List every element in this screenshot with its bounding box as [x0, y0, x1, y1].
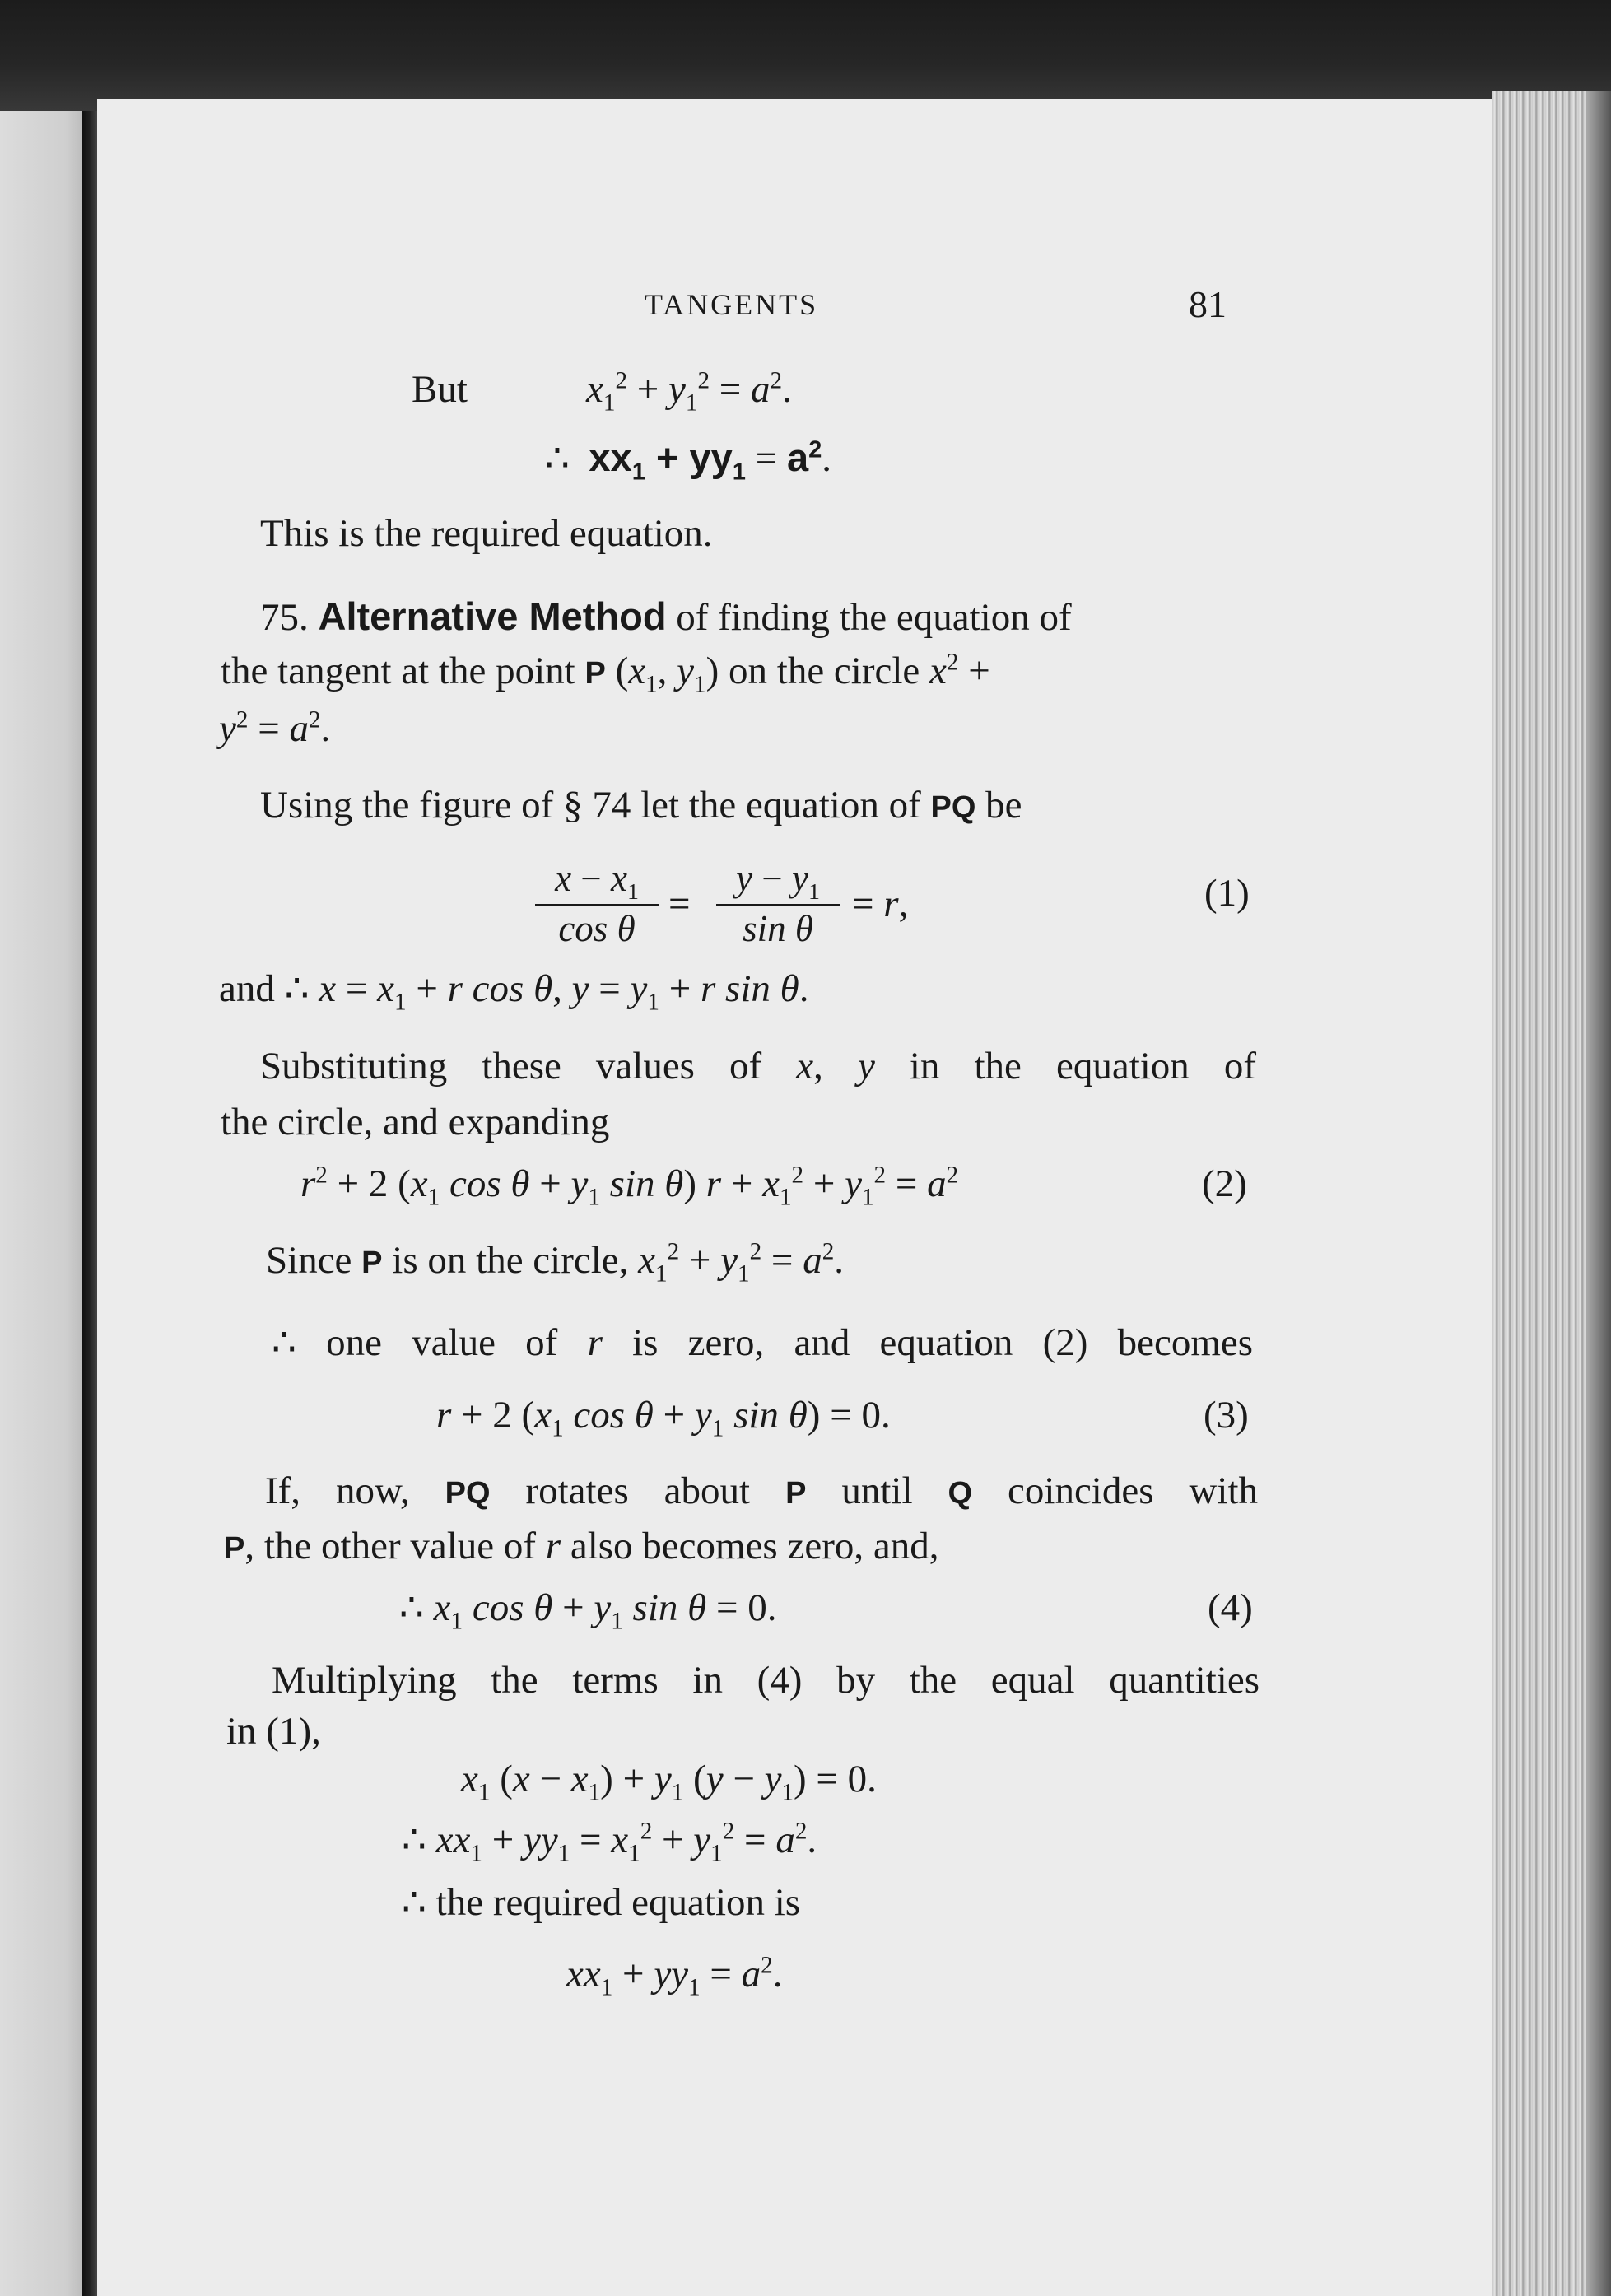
therefore-symbol: ∴ [545, 437, 570, 480]
substituting-text-b: in the equation of [909, 1045, 1257, 1087]
substituting-text-a: Substituting these values of [260, 1045, 762, 1087]
using-line-c: be [985, 784, 1022, 827]
pq-label-2: PQ [445, 1476, 491, 1511]
multiplying-line-2: in (1), [226, 1710, 321, 1753]
and-line: and ∴ $x = x_1 + r$ cos θ, $y = y_1 + r$ sin θ. [219, 967, 809, 1016]
substituting-line-1: Substituting these values of x, y in the equation of [260, 1045, 1257, 1087]
using-figure-line [260, 786, 1022, 825]
since-line: Since P is on the circle, $x_1^2 + y_1^2 = a^2$. [266, 1238, 844, 1288]
equals-r: = r, [852, 883, 909, 925]
if-now-line-1 [265, 1469, 1259, 1512]
coincides-with-text: coincides with [1008, 1469, 1259, 1512]
if-now-line-2: P, the other value of r also becomes zero, and, [224, 1525, 939, 1567]
point-q-label: Q [948, 1476, 973, 1511]
equation-tag-4: (4) [1208, 1586, 1253, 1629]
using-line-a: Using the figure of [260, 784, 554, 827]
equals-sign-1: = [668, 883, 691, 925]
other-value-text: the other value of [263, 1525, 537, 1567]
equation-line-2: ∴ $xx_1 + yy_1 = a^2$. [545, 435, 832, 486]
multiplying-line-1: Multiplying the terms in (4) by the equal quantities [272, 1659, 1259, 1702]
other-value-rest: also becomes zero, and, [570, 1525, 939, 1567]
fraction-x: $\frac{x - x_1}{\text{cos θ}}$ [535, 860, 659, 948]
equation-2: $r^2 + 2$ ($x_1$ $\cos \theta + y_1$ sin θ) $r + x_1^2 + y_1^2 = a^2$ [300, 1162, 959, 1211]
one-value-line: ∴ one value of r is zero, and equation (2) becomes [272, 1321, 1254, 1364]
required-equation-line: ∴ the required equation is [402, 1881, 801, 1924]
scan-dark-border [0, 0, 1611, 115]
and-word: and [219, 967, 275, 1010]
section-75-line-2-text: the tangent at the point [221, 650, 575, 692]
equation-line-1: $x_1^2 + y_1^2 = a^2$. [586, 367, 792, 417]
equation-3: r + 2 ($x_1$ $\cos \theta + y_1$ sin θ) = 0. [436, 1394, 891, 1442]
rotates-about-text: rotates about [525, 1469, 751, 1512]
one-value-text: one value of [326, 1321, 558, 1364]
facing-page-edge [0, 111, 82, 2296]
section-number: 75. [260, 596, 309, 639]
until-text: until [841, 1469, 913, 1512]
required-equation-text: This is the required equation. [260, 512, 713, 555]
section-75-line-2-rest: on the circle [729, 650, 920, 692]
pq-label: PQ [930, 790, 976, 825]
section-75-line-2: the tangent at the point P ($x_1$, $y_1$) on the circle $x^2$ + [221, 649, 990, 698]
section-75-line-3: $y^2 = a^2$. [219, 706, 331, 750]
equation-tag-3: (3) [1204, 1394, 1249, 1437]
section-75-line-1-rest: of finding the equation of [676, 596, 1072, 639]
if-now-text: If, now, [265, 1469, 410, 1512]
substituting-line-2: the circle, and expanding [221, 1101, 610, 1143]
equation-tag-1: (1) [1204, 872, 1250, 915]
equation-4: ∴ $x_1$ $\cos \theta + y_1$ sin θ = 0. [399, 1586, 777, 1635]
book-gutter [82, 111, 97, 2296]
final-equation: $xx_1 + yy_1 = a^2$. [566, 1952, 783, 2001]
equation-6: ∴ $xx_1 + yy_1 = x_1^2 + y_1^2 = a^2$. [402, 1818, 817, 1867]
point-p-label-3: P [785, 1476, 807, 1511]
point-p-label: P [584, 656, 606, 691]
equation-5: $x_1$ $(x - x_1) + y_1$ $(y - y_1) = 0$. [461, 1758, 877, 1806]
since-word: Since [266, 1239, 352, 1282]
but-word: But [412, 368, 468, 411]
page-stack-edge [1492, 91, 1611, 2296]
section-75-line-1 [260, 594, 1072, 639]
required-equation-words: the required equation is [435, 1881, 801, 1924]
section-heading: Alternative Method [318, 594, 667, 638]
running-title: TANGENTS [645, 288, 819, 321]
one-value-rest: is zero, and equation (2) becomes [632, 1321, 1254, 1364]
page-number: 81 [1189, 283, 1227, 325]
point-p-label-2: P [361, 1246, 383, 1280]
since-rest: is on the circle, [392, 1239, 629, 1282]
using-line-b: let the equation of [640, 784, 921, 827]
point-p-label-4: P [224, 1531, 245, 1566]
section-reference: § 74 [563, 784, 631, 827]
fraction-y: $\frac{y - y_1}{\text{sin θ}}$ [716, 860, 840, 948]
equation-tag-2: (2) [1202, 1162, 1247, 1205]
